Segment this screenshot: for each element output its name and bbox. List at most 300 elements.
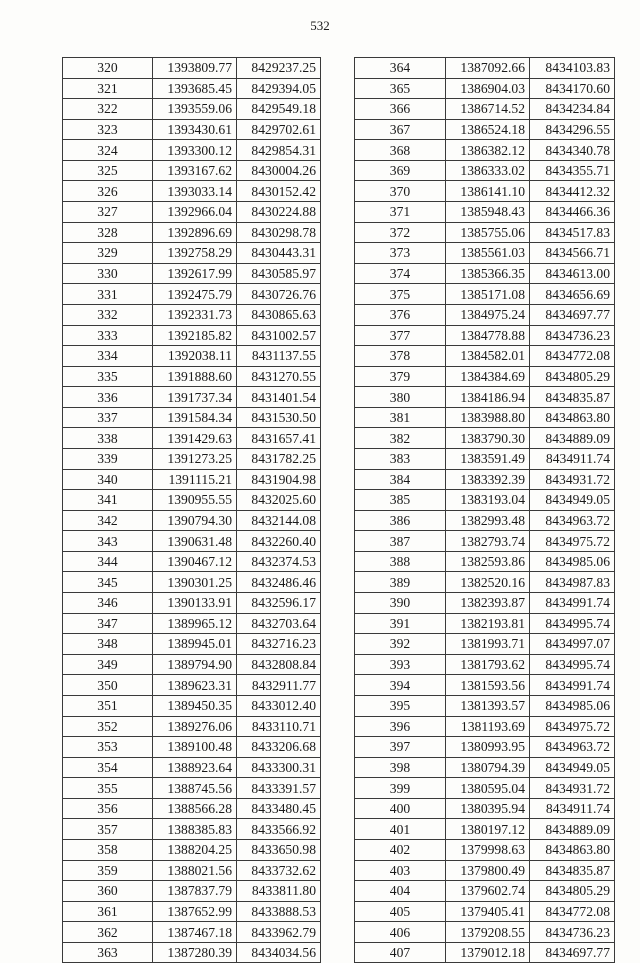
point-number-cell: 367 — [355, 119, 446, 140]
point-number-cell: 352 — [63, 716, 153, 737]
table-row — [355, 202, 615, 223]
point-number-cell: 375 — [355, 284, 446, 305]
y-coordinate-cell: 8434835.87 — [530, 387, 615, 408]
y-coordinate-cell: 8434697.77 — [530, 942, 615, 963]
table-row — [355, 469, 615, 490]
table-row — [355, 119, 615, 140]
x-coordinate-cell: 1392185.82 — [153, 325, 237, 346]
table-row — [63, 99, 321, 120]
y-coordinate-cell: 8430224.88 — [237, 202, 321, 223]
y-coordinate-cell: 8434697.77 — [530, 304, 615, 325]
x-coordinate-cell: 1391429.63 — [153, 428, 237, 449]
table-row — [63, 78, 321, 99]
table-row — [355, 572, 615, 593]
y-coordinate-cell: 8434656.69 — [530, 284, 615, 305]
y-coordinate-cell: 8434340.78 — [530, 140, 615, 161]
y-coordinate-cell: 8433391.57 — [237, 778, 321, 799]
table-row — [355, 428, 615, 449]
x-coordinate-cell: 1390955.55 — [153, 490, 237, 511]
y-coordinate-cell: 8433480.45 — [237, 798, 321, 819]
x-coordinate-cell: 1386904.03 — [446, 78, 530, 99]
table-row — [63, 469, 321, 490]
table-row — [355, 140, 615, 161]
point-number-cell: 337 — [63, 407, 153, 428]
y-coordinate-cell: 8434995.74 — [530, 613, 615, 634]
table-row — [355, 778, 615, 799]
table-row — [63, 263, 321, 284]
table-row — [355, 757, 615, 778]
table-row — [355, 181, 615, 202]
point-number-cell: 328 — [63, 222, 153, 243]
point-number-cell: 363 — [63, 942, 153, 963]
point-number-cell: 402 — [355, 839, 446, 860]
point-number-cell: 332 — [63, 304, 153, 325]
table-row — [63, 654, 321, 675]
x-coordinate-cell: 1379998.63 — [446, 839, 530, 860]
x-coordinate-cell: 1388745.56 — [153, 778, 237, 799]
x-coordinate-cell: 1382193.81 — [446, 613, 530, 634]
x-coordinate-cell: 1382793.74 — [446, 531, 530, 552]
table-row — [355, 551, 615, 572]
point-number-cell: 351 — [63, 695, 153, 716]
point-number-cell: 350 — [63, 675, 153, 696]
point-number-cell: 403 — [355, 860, 446, 881]
point-number-cell: 325 — [63, 160, 153, 181]
y-coordinate-cell: 8431270.55 — [237, 366, 321, 387]
x-coordinate-cell: 1383392.39 — [446, 469, 530, 490]
point-number-cell: 382 — [355, 428, 446, 449]
point-number-cell: 404 — [355, 881, 446, 902]
table-row — [355, 901, 615, 922]
y-coordinate-cell: 8434034.56 — [237, 942, 321, 963]
x-coordinate-cell: 1393809.77 — [153, 58, 237, 79]
x-coordinate-cell: 1391737.34 — [153, 387, 237, 408]
x-coordinate-cell: 1392038.11 — [153, 346, 237, 367]
point-number-cell: 393 — [355, 654, 446, 675]
table-row — [355, 284, 615, 305]
table-row — [63, 222, 321, 243]
x-coordinate-cell: 1388021.56 — [153, 860, 237, 881]
x-coordinate-cell: 1380197.12 — [446, 819, 530, 840]
table-row — [355, 737, 615, 758]
y-coordinate-cell: 8433732.62 — [237, 860, 321, 881]
point-number-cell: 338 — [63, 428, 153, 449]
point-number-cell: 346 — [63, 593, 153, 614]
x-coordinate-cell: 1388385.83 — [153, 819, 237, 840]
y-coordinate-cell: 8433110.71 — [237, 716, 321, 737]
point-number-cell: 320 — [63, 58, 153, 79]
y-coordinate-cell: 8434987.83 — [530, 572, 615, 593]
table-row — [63, 160, 321, 181]
point-number-cell: 372 — [355, 222, 446, 243]
point-number-cell: 323 — [63, 119, 153, 140]
x-coordinate-cell: 1385561.03 — [446, 243, 530, 264]
point-number-cell: 327 — [63, 202, 153, 223]
x-coordinate-cell: 1380595.04 — [446, 778, 530, 799]
y-coordinate-cell: 8431002.57 — [237, 325, 321, 346]
table-row — [63, 737, 321, 758]
x-coordinate-cell: 1383193.04 — [446, 490, 530, 511]
table-row — [355, 78, 615, 99]
x-coordinate-cell: 1387467.18 — [153, 922, 237, 943]
y-coordinate-cell: 8434355.71 — [530, 160, 615, 181]
y-coordinate-cell: 8432486.46 — [237, 572, 321, 593]
y-coordinate-cell: 8433566.92 — [237, 819, 321, 840]
point-number-cell: 388 — [355, 551, 446, 572]
y-coordinate-cell: 8434889.09 — [530, 428, 615, 449]
x-coordinate-cell: 1381993.71 — [446, 634, 530, 655]
y-coordinate-cell: 8432808.84 — [237, 654, 321, 675]
point-number-cell: 335 — [63, 366, 153, 387]
table-row — [355, 675, 615, 696]
x-coordinate-cell: 1379208.55 — [446, 922, 530, 943]
table-row — [355, 366, 615, 387]
point-number-cell: 384 — [355, 469, 446, 490]
y-coordinate-cell: 8434911.74 — [530, 448, 615, 469]
y-coordinate-cell: 8434772.08 — [530, 901, 615, 922]
table-row — [63, 860, 321, 881]
coordinates-table-left — [62, 57, 321, 963]
point-number-cell: 380 — [355, 387, 446, 408]
x-coordinate-cell: 1380993.95 — [446, 737, 530, 758]
table-row — [355, 695, 615, 716]
point-number-cell: 368 — [355, 140, 446, 161]
x-coordinate-cell: 1392896.69 — [153, 222, 237, 243]
x-coordinate-cell: 1388566.28 — [153, 798, 237, 819]
y-coordinate-cell: 8429854.31 — [237, 140, 321, 161]
y-coordinate-cell: 8431530.50 — [237, 407, 321, 428]
table-row — [355, 654, 615, 675]
x-coordinate-cell: 1393033.14 — [153, 181, 237, 202]
point-number-cell: 391 — [355, 613, 446, 634]
y-coordinate-cell: 8434103.83 — [530, 58, 615, 79]
table-row — [63, 675, 321, 696]
y-coordinate-cell: 8434889.09 — [530, 819, 615, 840]
table-row — [63, 181, 321, 202]
x-coordinate-cell: 1384186.94 — [446, 387, 530, 408]
y-coordinate-cell: 8429394.05 — [237, 78, 321, 99]
point-number-cell: 394 — [355, 675, 446, 696]
y-coordinate-cell: 8434931.72 — [530, 778, 615, 799]
table-row — [63, 778, 321, 799]
y-coordinate-cell: 8431137.55 — [237, 346, 321, 367]
point-number-cell: 406 — [355, 922, 446, 943]
x-coordinate-cell: 1384975.24 — [446, 304, 530, 325]
y-coordinate-cell: 8432596.17 — [237, 593, 321, 614]
point-number-cell: 336 — [63, 387, 153, 408]
y-coordinate-cell: 8431904.98 — [237, 469, 321, 490]
y-coordinate-cell: 8434863.80 — [530, 407, 615, 428]
point-number-cell: 348 — [63, 634, 153, 655]
table-row — [355, 881, 615, 902]
point-number-cell: 324 — [63, 140, 153, 161]
x-coordinate-cell: 1389100.48 — [153, 737, 237, 758]
x-coordinate-cell: 1386141.10 — [446, 181, 530, 202]
y-coordinate-cell: 8430298.78 — [237, 222, 321, 243]
y-coordinate-cell: 8434995.74 — [530, 654, 615, 675]
table-row — [355, 243, 615, 264]
y-coordinate-cell: 8432911.77 — [237, 675, 321, 696]
x-coordinate-cell: 1386524.18 — [446, 119, 530, 140]
point-number-cell: 339 — [63, 448, 153, 469]
y-coordinate-cell: 8434991.74 — [530, 675, 615, 696]
y-coordinate-cell: 8434975.72 — [530, 531, 615, 552]
table-row — [63, 551, 321, 572]
x-coordinate-cell: 1391888.60 — [153, 366, 237, 387]
y-coordinate-cell: 8434805.29 — [530, 366, 615, 387]
x-coordinate-cell: 1382593.86 — [446, 551, 530, 572]
y-coordinate-cell: 8434863.80 — [530, 839, 615, 860]
x-coordinate-cell: 1390467.12 — [153, 551, 237, 572]
table-row — [63, 839, 321, 860]
point-number-cell: 342 — [63, 510, 153, 531]
point-number-cell: 397 — [355, 737, 446, 758]
y-coordinate-cell: 8433300.31 — [237, 757, 321, 778]
point-number-cell: 331 — [63, 284, 153, 305]
point-number-cell: 374 — [355, 263, 446, 284]
x-coordinate-cell: 1379012.18 — [446, 942, 530, 963]
y-coordinate-cell: 8434975.72 — [530, 716, 615, 737]
y-coordinate-cell: 8433888.53 — [237, 901, 321, 922]
table-row — [63, 346, 321, 367]
x-coordinate-cell: 1381193.69 — [446, 716, 530, 737]
point-number-cell: 373 — [355, 243, 446, 264]
x-coordinate-cell: 1390794.30 — [153, 510, 237, 531]
x-coordinate-cell: 1382520.16 — [446, 572, 530, 593]
table-row — [63, 304, 321, 325]
y-coordinate-cell: 8434835.87 — [530, 860, 615, 881]
point-number-cell: 356 — [63, 798, 153, 819]
table-row — [63, 757, 321, 778]
x-coordinate-cell: 1381393.57 — [446, 695, 530, 716]
table-row — [63, 716, 321, 737]
table-row — [355, 304, 615, 325]
x-coordinate-cell: 1385366.35 — [446, 263, 530, 284]
table-row — [355, 942, 615, 963]
x-coordinate-cell: 1387092.66 — [446, 58, 530, 79]
table-row — [355, 407, 615, 428]
point-number-cell: 360 — [63, 881, 153, 902]
point-number-cell: 354 — [63, 757, 153, 778]
y-coordinate-cell: 8432703.64 — [237, 613, 321, 634]
x-coordinate-cell: 1387837.79 — [153, 881, 237, 902]
y-coordinate-cell: 8434736.23 — [530, 325, 615, 346]
x-coordinate-cell: 1385171.08 — [446, 284, 530, 305]
x-coordinate-cell: 1392331.73 — [153, 304, 237, 325]
y-coordinate-cell: 8431657.41 — [237, 428, 321, 449]
table-row — [355, 819, 615, 840]
y-coordinate-cell: 8433811.80 — [237, 881, 321, 902]
table-row — [355, 263, 615, 284]
table-row — [355, 346, 615, 367]
point-number-cell: 330 — [63, 263, 153, 284]
x-coordinate-cell: 1386382.12 — [446, 140, 530, 161]
y-coordinate-cell: 8434985.06 — [530, 551, 615, 572]
table-row — [63, 448, 321, 469]
x-coordinate-cell: 1390133.91 — [153, 593, 237, 614]
y-coordinate-cell: 8434949.05 — [530, 757, 615, 778]
y-coordinate-cell: 8429702.61 — [237, 119, 321, 140]
point-number-cell: 322 — [63, 99, 153, 120]
x-coordinate-cell: 1379800.49 — [446, 860, 530, 881]
point-number-cell: 401 — [355, 819, 446, 840]
x-coordinate-cell: 1382993.48 — [446, 510, 530, 531]
y-coordinate-cell: 8434991.74 — [530, 593, 615, 614]
x-coordinate-cell: 1379602.74 — [446, 881, 530, 902]
table-row — [355, 860, 615, 881]
y-coordinate-cell: 8433650.98 — [237, 839, 321, 860]
point-number-cell: 387 — [355, 531, 446, 552]
y-coordinate-cell: 8434931.72 — [530, 469, 615, 490]
x-coordinate-cell: 1393685.45 — [153, 78, 237, 99]
x-coordinate-cell: 1390301.25 — [153, 572, 237, 593]
y-coordinate-cell: 8432374.53 — [237, 551, 321, 572]
y-coordinate-cell: 8431782.25 — [237, 448, 321, 469]
x-coordinate-cell: 1383790.30 — [446, 428, 530, 449]
x-coordinate-cell: 1388923.64 — [153, 757, 237, 778]
point-number-cell: 349 — [63, 654, 153, 675]
y-coordinate-cell: 8434517.83 — [530, 222, 615, 243]
x-coordinate-cell: 1387652.99 — [153, 901, 237, 922]
table-row — [63, 325, 321, 346]
point-number-cell: 340 — [63, 469, 153, 490]
y-coordinate-cell: 8434911.74 — [530, 798, 615, 819]
point-number-cell: 395 — [355, 695, 446, 716]
point-number-cell: 362 — [63, 922, 153, 943]
table-row — [63, 490, 321, 511]
point-number-cell: 378 — [355, 346, 446, 367]
y-coordinate-cell: 8434985.06 — [530, 695, 615, 716]
table-row — [63, 58, 321, 79]
point-number-cell: 392 — [355, 634, 446, 655]
x-coordinate-cell: 1389623.31 — [153, 675, 237, 696]
x-coordinate-cell: 1388204.25 — [153, 839, 237, 860]
point-number-cell: 369 — [355, 160, 446, 181]
table-row — [63, 613, 321, 634]
x-coordinate-cell: 1393300.12 — [153, 140, 237, 161]
y-coordinate-cell: 8433206.68 — [237, 737, 321, 758]
point-number-cell: 341 — [63, 490, 153, 511]
point-number-cell: 357 — [63, 819, 153, 840]
point-number-cell: 383 — [355, 448, 446, 469]
y-coordinate-cell: 8430004.26 — [237, 160, 321, 181]
table-row — [63, 695, 321, 716]
table-row — [355, 593, 615, 614]
point-number-cell: 326 — [63, 181, 153, 202]
table-row — [63, 366, 321, 387]
x-coordinate-cell: 1384778.88 — [446, 325, 530, 346]
point-number-cell: 345 — [63, 572, 153, 593]
y-coordinate-cell: 8430152.42 — [237, 181, 321, 202]
y-coordinate-cell: 8434412.32 — [530, 181, 615, 202]
point-number-cell: 353 — [63, 737, 153, 758]
point-number-cell: 359 — [63, 860, 153, 881]
table-row — [355, 798, 615, 819]
point-number-cell: 398 — [355, 757, 446, 778]
y-coordinate-cell: 8434963.72 — [530, 737, 615, 758]
y-coordinate-cell: 8434736.23 — [530, 922, 615, 943]
x-coordinate-cell: 1392966.04 — [153, 202, 237, 223]
table-row — [355, 531, 615, 552]
point-number-cell: 399 — [355, 778, 446, 799]
point-number-cell: 365 — [355, 78, 446, 99]
table-row — [355, 613, 615, 634]
table-row — [63, 202, 321, 223]
y-coordinate-cell: 8434963.72 — [530, 510, 615, 531]
x-coordinate-cell: 1387280.39 — [153, 942, 237, 963]
y-coordinate-cell: 8434805.29 — [530, 881, 615, 902]
point-number-cell: 358 — [63, 839, 153, 860]
y-coordinate-cell: 8432260.40 — [237, 531, 321, 552]
x-coordinate-cell: 1386333.02 — [446, 160, 530, 181]
x-coordinate-cell: 1391115.21 — [153, 469, 237, 490]
x-coordinate-cell: 1381593.56 — [446, 675, 530, 696]
x-coordinate-cell: 1391273.25 — [153, 448, 237, 469]
table-row — [355, 58, 615, 79]
point-number-cell: 389 — [355, 572, 446, 593]
table-row — [63, 407, 321, 428]
x-coordinate-cell: 1389276.06 — [153, 716, 237, 737]
point-number-cell: 400 — [355, 798, 446, 819]
table-row — [63, 593, 321, 614]
point-number-cell: 364 — [355, 58, 446, 79]
x-coordinate-cell: 1390631.48 — [153, 531, 237, 552]
table-row — [355, 325, 615, 346]
point-number-cell: 385 — [355, 490, 446, 511]
y-coordinate-cell: 8430726.76 — [237, 284, 321, 305]
table-row — [63, 881, 321, 902]
point-number-cell: 329 — [63, 243, 153, 264]
x-coordinate-cell: 1389965.12 — [153, 613, 237, 634]
y-coordinate-cell: 8434949.05 — [530, 490, 615, 511]
y-coordinate-cell: 8429237.25 — [237, 58, 321, 79]
y-coordinate-cell: 8431401.54 — [237, 387, 321, 408]
table-row — [355, 510, 615, 531]
point-number-cell: 405 — [355, 901, 446, 922]
x-coordinate-cell: 1383591.49 — [446, 448, 530, 469]
x-coordinate-cell: 1389450.35 — [153, 695, 237, 716]
table-row — [63, 634, 321, 655]
y-coordinate-cell: 8434613.00 — [530, 263, 615, 284]
y-coordinate-cell: 8434566.71 — [530, 243, 615, 264]
table-row — [355, 160, 615, 181]
x-coordinate-cell: 1393167.62 — [153, 160, 237, 181]
coordinates-table-right — [354, 57, 615, 963]
x-coordinate-cell: 1380395.94 — [446, 798, 530, 819]
x-coordinate-cell: 1384582.01 — [446, 346, 530, 367]
x-coordinate-cell: 1389945.01 — [153, 634, 237, 655]
y-coordinate-cell: 8434234.84 — [530, 99, 615, 120]
point-number-cell: 379 — [355, 366, 446, 387]
y-coordinate-cell: 8432716.23 — [237, 634, 321, 655]
table-row — [63, 798, 321, 819]
table-row — [63, 428, 321, 449]
point-number-cell: 386 — [355, 510, 446, 531]
point-number-cell: 370 — [355, 181, 446, 202]
table-row — [355, 839, 615, 860]
point-number-cell: 334 — [63, 346, 153, 367]
y-coordinate-cell: 8432025.60 — [237, 490, 321, 511]
y-coordinate-cell: 8429549.18 — [237, 99, 321, 120]
table-row — [63, 922, 321, 943]
y-coordinate-cell: 8432144.08 — [237, 510, 321, 531]
x-coordinate-cell: 1386714.52 — [446, 99, 530, 120]
table-row — [355, 387, 615, 408]
point-number-cell: 321 — [63, 78, 153, 99]
x-coordinate-cell: 1383988.80 — [446, 407, 530, 428]
table-row — [355, 490, 615, 511]
y-coordinate-cell: 8430443.31 — [237, 243, 321, 264]
